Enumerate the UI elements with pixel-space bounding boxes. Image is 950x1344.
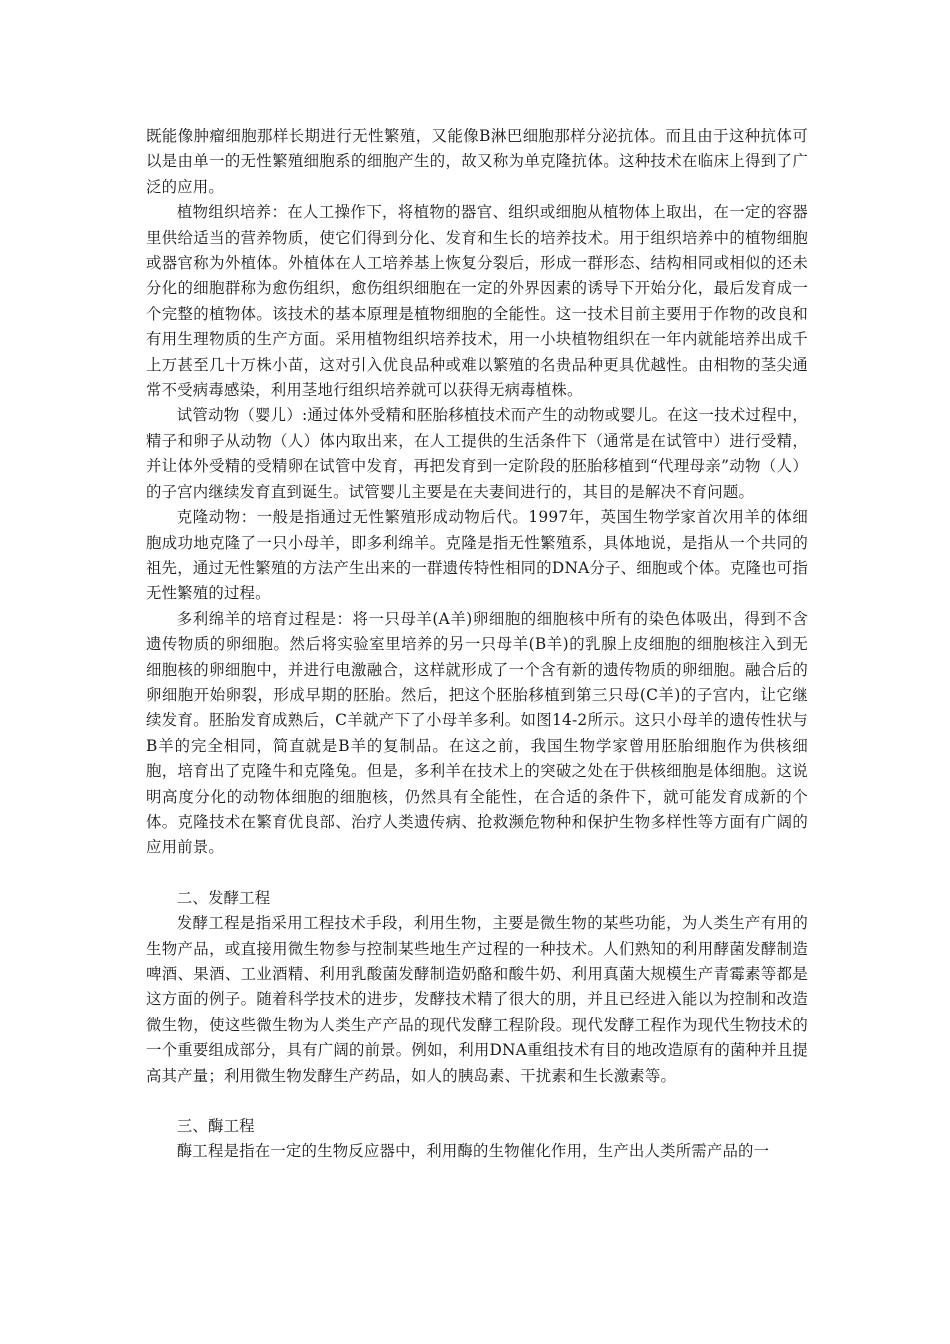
paragraph-fermentation-engineering: 发酵工程是指采用工程技术手段，利用生物，主要是微生物的某些功能，为人类生产有用的生物产品，或直接用微生物参与控制某些地生产过程的一种技术。人们熟知的利用酵菌发酵制造啤酒、果酒、工业酒精、利用乳酸菌发酵制造奶酪和酸牛奶、利用真菌大规模生产青霉素等都是这方面的例子。随着科学技术的进步，发酵技术精了很大的朋，并且已经进入能以为控制和改造微生物，使这些微生物为人类生产产品的现代发酵工程阶段。现代发酵工程作为现代生物技术的一个重要组成部分，具有广阔的前景。例如，利用DNA重组技术有目的地改造原有的菌种并且提高其产量；利用微生物发酵生产药品，如人的胰岛素、干扰素和生长激素等。: [146, 914, 808, 1085]
section-heading-enzyme: 三、酶工程: [176, 1117, 255, 1136]
paragraph-enzyme-engineering: 酶工程是指在一定的生物反应器中，利用酶的生物催化作用，生产出人类所需产品的一: [176, 1142, 770, 1161]
paragraph-plant-tissue-culture: 植物组织培养：在人工操作下，将植物的器官、组织或细胞从植物体上取出，在一定的容器里供给适当的营养物质，使它们得到分化、发育和生长的培养技术。用于组织培养中的植物细胞或器官称为外植体。外植体在人工培养基上恢复分裂后，形成一群形态、结构相同或相似的还未分化的细胞群称为愈伤组织，愈伤组织细胞在一定的外界因素的诱导下开始分化，最后发育成一个完整的植物体。该技术的基本原理是植物细胞的全能性。这一技术目前主要用于作物的改良和有用生理物质的生产方面。采用植物组织培养技术，用一小块植物组织在一年内就能培养出成千上万甚至几十万株小苗，这对引入优良品种或难以繁殖的名贵品种更具优越性。由相物的茎尖通常不受病毒感染，利用茎地行组织培养就可以获得无病毒植株。: [146, 203, 808, 400]
document-body: [146, 124, 808, 1165]
paragraph-cloned-animal: 克隆动物：一般是指通过无性繁殖形成动物后代。1997年，英国生物学家首次用羊的体细胞成功地克隆了一只小母羊，即多利绵羊。克隆是指无性繁殖系，具体地说，是指从一个共同的祖先，通过无性繁殖的方法产生出来的一群遗传特性相同的DNA分子、细胞或个体。克隆也可指无性繁殖的过程。: [146, 508, 808, 603]
section-heading-fermentation: 二、发酵工程: [176, 888, 271, 907]
paragraph-test-tube-animal: 试管动物（婴儿）:通过体外受精和胚胎移植技术而产生的动物或婴儿。在这一技术过程中，精子和卵子从动物（人）体内取出来，在人工提供的生活条件下（通常是在试管中）进行受精，并让体外受精的受精卵在试管中发育，再把发育到一定阶段的胚胎移植到“代理母亲”动物（人）的子宫内继续发育直到诞生。试管婴儿主要是在夫妻间进行的，其目的是解决不育问题。: [146, 406, 808, 501]
section-spacer: [146, 861, 808, 886]
paragraph-dolly-process: 多利绵羊的培育过程是：将一只母羊(A羊)卵细胞的细胞核中所有的染色体吸出，得到不含遗传物质的卵细胞。然后将实验室里培养的另一只母羊(B羊)的乳腺上皮细胞的细胞核注入到无细胞核的卵细胞中，并进行电激融合，这样就形成了一个含有新的遗传物质的卵细胞。融合后的卵细胞开始卵裂，形成早期的胚胎。然后，把这个胚胎移植到第三只母(C羊)的子宫内，让它继续发育。胚胎发育成熟后，C羊就产下了小母羊多利。如图14-2所示。这只小母羊的遗传性状与B羊的完全相同，简直就是B羊的复制品。在这之前，我国生物学家曾用胚胎细胞作为供核细胞，培育出了克隆牛和克隆兔。但是，多利羊在技术上的突破之处在于供核细胞是体细胞。这说明高度分化的动物体细胞的细胞核，仍然具有全能性，在合适的条件下，就可能发育成新的个体。克隆技术在繁育优良部、治疗人类遗传病、抢救濒危物种和保护生物多样性等方面有广阔的应用前景。: [146, 609, 808, 857]
section-spacer: [146, 1089, 808, 1114]
paragraph-monoclonal-antibody: 既能像肿瘤细胞那样长期进行无性繁殖，又能像B淋巴细胞那样分泌抗体。而且由于这种抗体可以是由单一的无性繁殖细胞系的细胞产生的，故又称为单克隆抗体。这种技术在临床上得到了广泛的应用。: [146, 127, 808, 196]
